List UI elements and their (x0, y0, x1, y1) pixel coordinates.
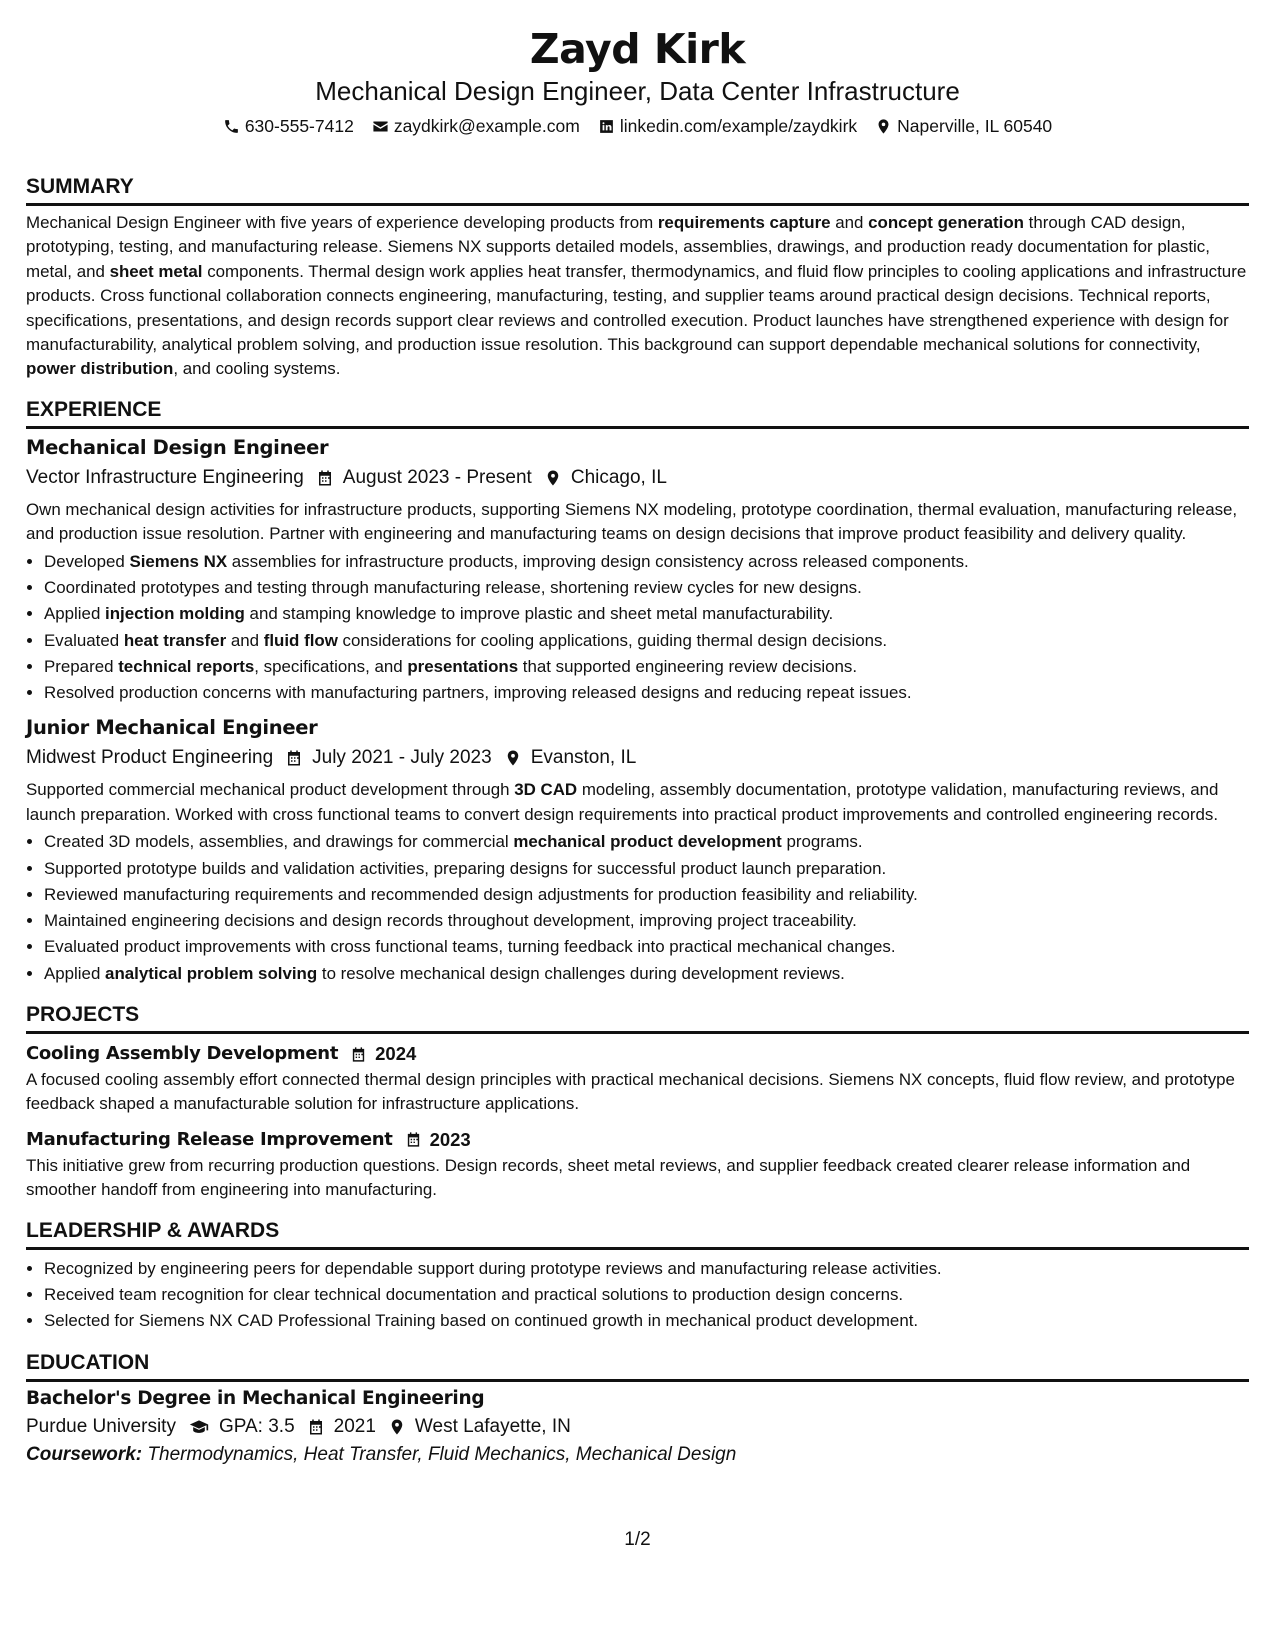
text-run: and stamping knowledge to improve plastic and sheet metal manufacturability. (244, 604, 834, 624)
map-pin-icon (544, 469, 562, 487)
bullet-item (44, 549, 1249, 575)
education-section (26, 1350, 1249, 1469)
gpa: GPA: 3.5 (218, 1415, 295, 1437)
candidate-name: Zayd Kirk (529, 25, 746, 73)
job-description (26, 778, 1249, 827)
text-run: Applied (44, 604, 106, 624)
bullet-item (44, 654, 1249, 680)
map-pin-icon (504, 749, 522, 767)
education-meta (26, 1413, 1249, 1441)
bullet-item (44, 934, 1249, 960)
coursework-label: Coursework: (26, 1443, 143, 1465)
text-run: to resolve mechanical design challenges during development reviews. (317, 963, 845, 983)
job-location: Evanston, IL (530, 747, 637, 769)
job-title: Junior Mechanical Engineer (26, 716, 318, 740)
phone-icon (223, 118, 240, 135)
text-run: modeling, assembly documentation, prototype validation, manufacturing reviews, and launch preparation. Worked with cross functional teams to convert design requirements into practical product improvements and controlled engineering records. (26, 780, 1219, 824)
job-location: Chicago, IL (570, 466, 667, 488)
project-entry (26, 1126, 1249, 1203)
job-meta (26, 744, 1249, 772)
coursework (26, 1441, 1249, 1469)
list-item: • Recognized by engineering peers for dependable support during prototype reviews and manufacturing release activities. (44, 1256, 1249, 1282)
projects-section (26, 1002, 1249, 1203)
bold-keyword: presentations (407, 656, 519, 676)
summary-title: SUMMARY (26, 174, 1249, 206)
bullet-item (44, 680, 1249, 706)
calendar-icon (405, 1131, 422, 1148)
text-run: Supported prototype builds and validation activities, preparing designs for successful product launch preparation. (44, 858, 887, 878)
map-pin-icon (875, 118, 892, 135)
page-number: 1/2 (624, 1529, 651, 1550)
bold-keyword: Siemens NX (129, 551, 228, 571)
bold-keyword: sheet metal (109, 261, 203, 281)
bold-keyword: heat transfer (123, 630, 227, 650)
text-run: and (830, 213, 869, 232)
phone-text: 630-555-7412 (244, 116, 354, 136)
summary-text (26, 211, 1249, 382)
job-entry (26, 434, 1249, 707)
job-company: Vector Infrastructure Engineering (26, 466, 304, 488)
job-dates: August 2023 - Present (342, 466, 532, 488)
job-meta (26, 464, 1249, 492)
project-entry (26, 1040, 1249, 1117)
school-location: West Lafayette, IN (414, 1415, 571, 1437)
project-heading (26, 1126, 1249, 1154)
bold-keyword: concept generation (868, 213, 1024, 232)
project-title: Manufacturing Release Improvement (26, 1128, 393, 1150)
text-run: Resolved production concerns with manufacturing partners, improving released designs and reducing repeat issues. (44, 683, 912, 703)
bold-keyword: analytical problem solving (105, 963, 318, 983)
text-run: Evaluated (44, 630, 124, 650)
text-run: , specifications, and (254, 656, 408, 676)
map-pin-icon (388, 1418, 406, 1436)
text-run: Applied (44, 963, 106, 983)
resume-page (26, 0, 1249, 1469)
bold-keyword: technical reports (118, 656, 255, 676)
degree-title: Bachelor's Degree in Mechanical Engineering (26, 1387, 485, 1409)
text-run: assemblies for infrastructure products, improving design consistency across released components. (227, 551, 969, 571)
job-bullets (26, 549, 1249, 707)
bullet-item (44, 961, 1249, 987)
bullet-item (44, 856, 1249, 882)
contact-location (875, 113, 1052, 139)
text-run: programs. (781, 832, 863, 852)
location-text: Naperville, IL 60540 (897, 116, 1053, 136)
projects-title: PROJECTS (26, 1002, 1249, 1034)
experience-section (26, 397, 1249, 987)
bold-keyword: mechanical product development (513, 832, 782, 852)
text-run: Prepared (44, 656, 119, 676)
project-heading (26, 1040, 1249, 1068)
graduation-year: 2021 (333, 1415, 376, 1437)
education-title: EDUCATION (26, 1350, 1249, 1382)
bullet-item (44, 829, 1249, 855)
bullet-item (44, 882, 1249, 908)
calendar-icon (285, 749, 303, 767)
list-item: • Selected for Siemens NX CAD Professional Training based on continued growth in mechanical product development. (44, 1308, 1249, 1334)
text-run: and (226, 630, 264, 650)
text-run: considerations for cooling applications, guiding thermal design decisions. (337, 630, 888, 650)
text-run: Coordinated prototypes and testing through manufacturing release, shortening review cycles for new designs. (44, 577, 862, 597)
contact-linkedin[interactable] (598, 113, 857, 139)
text-run: Maintained engineering decisions and design records throughout development, improving project traceability. (44, 911, 857, 931)
envelope-icon (372, 118, 389, 135)
text-run: Evaluated product improvements with cross functional teams, turning feedback into practical mechanical changes. (44, 937, 896, 957)
coursework-list: Thermodynamics, Heat Transfer, Fluid Mechanics, Mechanical Design (142, 1443, 737, 1465)
text-run: , and cooling systems. (173, 359, 341, 379)
project-description: A focused cooling assembly effort connected thermal design principles with practical mechanical decisions. Siemens NX concepts, fluid flow review, and prototype feedback shaped a manufacturable solution for infrastructure applications. (26, 1070, 1235, 1114)
job-title: Mechanical Design Engineer (26, 435, 329, 459)
job-description: Own mechanical design activities for infrastructure products, supporting Siemens NX modeling, prototype coordination, thermal evaluation, manufacturing release, and production issue resolution. Partner with engineering and manufacturing teams on design decisions that improve product feasibility and delivery quality. (26, 499, 1238, 544)
job-bullets (26, 829, 1249, 987)
text-run: that supported engineering review decisions. (518, 656, 858, 676)
bold-keyword: power distribution (26, 359, 174, 379)
text-run: Created 3D models, assemblies, and drawings for commercial (44, 832, 514, 852)
job-dates: July 2021 - July 2023 (312, 747, 492, 769)
calendar-icon (350, 1046, 367, 1063)
experience-title: EXPERIENCE (26, 397, 1249, 429)
leadership-title: LEADERSHIP & AWARDS (26, 1218, 1249, 1250)
bold-keyword: injection molding (105, 604, 245, 624)
contact-email[interactable] (372, 113, 580, 139)
project-date: 2024 (375, 1043, 417, 1065)
bold-keyword: requirements capture (657, 213, 831, 232)
text-run: Developed (44, 551, 130, 571)
text-run: Mechanical Design Engineer with five years of experience developing products from (26, 213, 658, 232)
bold-keyword: 3D CAD (514, 780, 578, 800)
linkedin-icon (598, 118, 615, 135)
contact-phone (223, 113, 354, 139)
bullet-item (44, 628, 1249, 654)
bullet-item (44, 601, 1249, 627)
summary-section (26, 174, 1249, 382)
school-name: Purdue University (26, 1415, 176, 1437)
project-title: Cooling Assembly Development (26, 1043, 339, 1065)
text-run: components. Thermal design work applies heat transfer, thermodynamics, and fluid flow principles to cooling applications and infrastructure products. Cross functional collaboration connects engineering, manufacturing, testing, and supplier teams around practical design decisions. Technical reports, specifications, presentations, and design records support clear reviews and controlled execution. Product launches have strengthened experience with design for manufacturability, analytical problem solving, and production issue resolution. This background can support dependable mechanical solutions for connectivity, (26, 261, 1247, 355)
leadership-list (26, 1256, 1249, 1335)
bullet-item (44, 575, 1249, 601)
job-entry (26, 714, 1249, 987)
text-run: Reviewed manufacturing requirements and recommended design adjustments for production feasibility and reliability. (44, 884, 918, 904)
bold-keyword: fluid flow (263, 630, 338, 650)
candidate-headline: Mechanical Design Engineer, Data Center Infrastructure (315, 76, 960, 106)
bullet-item (44, 908, 1249, 934)
text-run: Supported commercial mechanical product development through (26, 780, 515, 800)
text-run: through CAD design, prototyping, testing, and manufacturing release. Siemens NX supports detailed models, assemblies, drawings, and production ready documentation for plastic, metal, and (26, 213, 1210, 281)
project-description: This initiative grew from recurring production questions. Design records, sheet metal reviews, and supplier feedback created clearer release information and smoother handoff from engineering into manufacturing. (26, 1155, 1191, 1200)
project-date: 2023 (429, 1128, 471, 1150)
leadership-section (26, 1218, 1249, 1335)
contact-bar (26, 113, 1249, 139)
email-text[interactable]: zaydkirk@example.com (393, 116, 580, 136)
list-item: • Received team recognition for clear technical documentation and practical solutions to production design concerns. (44, 1282, 1249, 1308)
job-company: Midwest Product Engineering (26, 747, 274, 769)
linkedin-text[interactable]: linkedin.com/example/zaydkirk (619, 116, 858, 136)
calendar-icon (316, 469, 334, 487)
graduation-cap-icon (188, 1417, 210, 1437)
calendar-icon (307, 1418, 325, 1436)
